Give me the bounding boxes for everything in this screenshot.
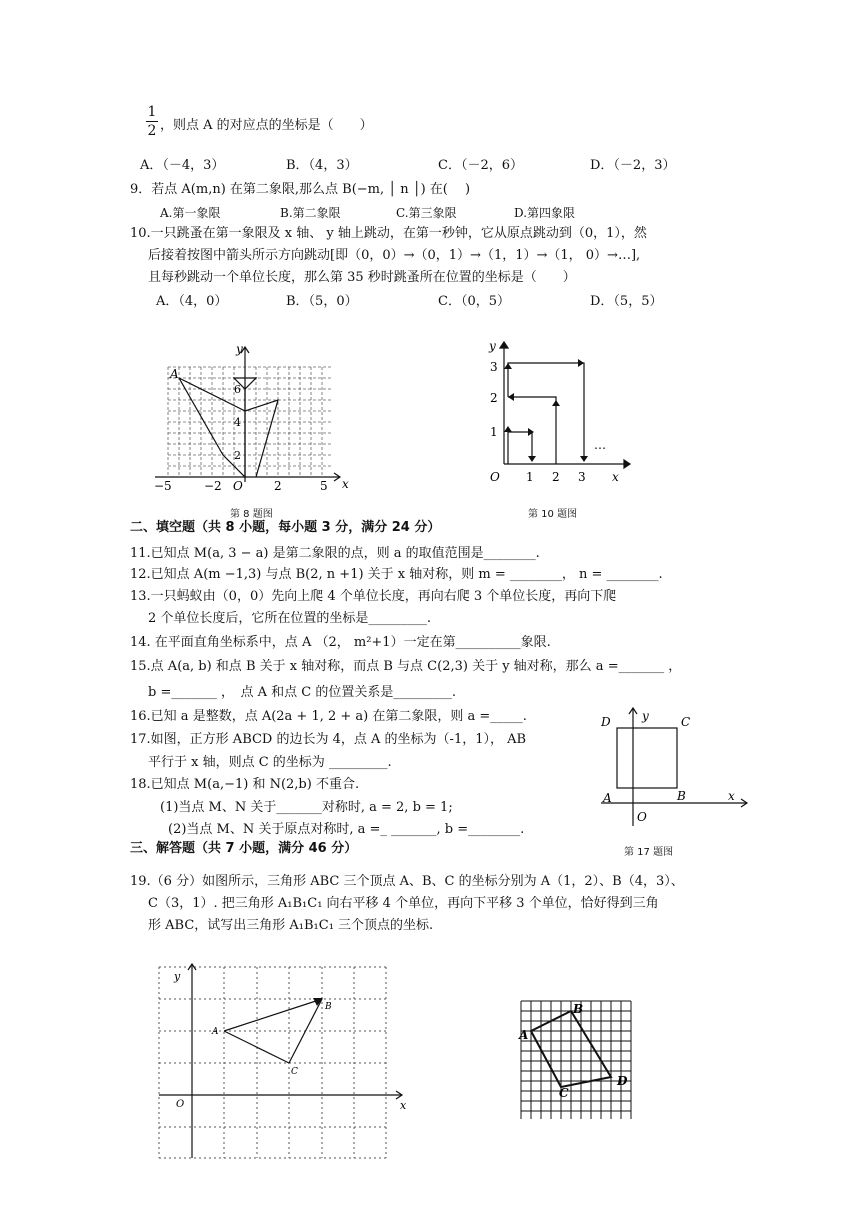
q16-line: 16.已知 a 是整数，点 A(2a + 1, 2 + a) 在第二象限，则 a =_____.	[130, 709, 527, 724]
fig8-label-4: 4	[234, 416, 241, 429]
fraction-bar	[146, 121, 158, 122]
q10-option-d: D．（5，5）	[590, 294, 663, 309]
figure-17	[597, 704, 757, 834]
q9-option-c: C.第三象限	[396, 206, 457, 220]
q9-option-d: D.第四象限	[514, 206, 576, 220]
fig10-xtick-3: 3	[578, 470, 586, 484]
fig10-xtick-2: 2	[552, 470, 560, 484]
fig8-xtick-minus5: −5	[154, 479, 172, 493]
fig10-label-x: x	[612, 470, 619, 484]
fraction-denominator: 2	[147, 123, 157, 139]
fraction-numerator: 1	[147, 104, 157, 120]
q10-option-b: B．（5，0）	[286, 294, 358, 309]
q8-option-a: A．（－4，3）	[140, 158, 225, 173]
fig10-ytick-1: 1	[490, 425, 498, 439]
fig19-label-y: y	[174, 970, 181, 983]
fig8-label-6: 6	[234, 383, 241, 396]
fig20-label-A: A	[519, 1028, 529, 1042]
fig20-label-C: C	[559, 1086, 569, 1100]
figure-19-grid	[159, 967, 386, 1158]
fig19-label-x: x	[400, 1099, 407, 1112]
fig19-label-B: B	[325, 1002, 332, 1012]
figure-17-caption: 第 17 题图	[624, 847, 674, 858]
fig17-label-D: D	[601, 715, 611, 729]
fig8-xtick-2: 2	[274, 479, 282, 493]
q10-line-3: 且每秒跳动一个单位长度，那么第 35 秒时跳蚤所在位置的坐标是（ ）	[148, 270, 576, 285]
q10-line-1: 10.一只跳蚤在第一象限及 x 轴、 y 轴上跳动，在第一秒钟，它从原点跳动到（0，1），然	[130, 226, 647, 241]
q17-line-2: 平行于 x 轴，则点 C 的坐标为 _________.	[148, 755, 392, 770]
q18-line-1: 18.已知点 M(a,−1) 和 N(2,b) 不重合.	[130, 777, 360, 792]
fig19-label-A: A	[212, 1027, 219, 1037]
figure-20	[515, 999, 635, 1124]
q10-line-2: 后接着按图中箭头所示方向跳动[即（0，0）→（0，1）→（1，1）→（1， 0）→…],	[148, 248, 641, 263]
fig8-label-A: A	[170, 367, 179, 381]
q9-option-b: B.第二象限	[280, 206, 341, 220]
q12-line: 12.已知点 A(m −1,3) 与点 B(2, n +1) 关于 x 轴对称，则 m = ________， n = ________.	[130, 567, 663, 582]
q14-line: 14. 在平面直角坐标系中，点 A （2， m²+1）一定在第__________象限.	[130, 635, 551, 650]
fig19-label-O: O	[176, 1099, 185, 1110]
figure-8-axes	[155, 347, 340, 482]
q18-line-2: (1)当点 M、N 关于_______对称时, a = 2, b = 1;	[160, 800, 453, 815]
figure-10-path	[508, 363, 584, 464]
figure-19-triangle	[224, 999, 322, 1063]
fig10-ytick-2: 2	[490, 391, 498, 405]
fig10-label-y: y	[489, 339, 496, 353]
q8-option-b: B．（4，3）	[286, 158, 358, 173]
q13-line-1: 13.一只蚂蚁由（0，0）先向上爬 4 个单位长度，再向右爬 3 个单位长度，再向下爬	[130, 589, 617, 604]
q8-option-d: D．（－2，3）	[590, 158, 676, 173]
fig10-xtick-1: 1	[526, 470, 534, 484]
q18-line-3: (2)当点 M、N 关于原点对称时, a =_ _______, b =________.	[168, 822, 525, 837]
fig17-label-y: y	[642, 709, 649, 723]
figure-19-axes	[159, 964, 402, 1158]
q11-line: 11.已知点 M(a, 3 − a) 是第二象限的点，则 a 的取值范围是________.	[130, 546, 540, 561]
figure-10	[484, 336, 634, 486]
figure-10-caption: 第 10 题图	[528, 509, 578, 520]
q8-stem-tail: ，则点 A 的对应点的坐标是（ ）	[160, 118, 373, 133]
fig19-label-C: C	[291, 1067, 298, 1077]
section-2-heading: 二、填空题（共 8 小题，每小题 3 分，满分 24 分）	[130, 520, 441, 535]
fig8-label-x: x	[342, 477, 349, 491]
fig17-label-x: x	[728, 789, 735, 803]
fig8-label-O: O	[233, 479, 243, 493]
fig17-label-C: C	[681, 715, 691, 729]
q10-option-c: C．（0，5）	[438, 294, 510, 309]
figure-19	[152, 962, 412, 1162]
figure-8-shape	[179, 378, 278, 477]
q9-option-a: A.第一象限	[160, 206, 221, 220]
q13-line-2: 2 个单位长度后，它所在位置的坐标是_________.	[148, 611, 432, 626]
q8-option-c: C．（－2，6）	[438, 158, 523, 173]
fig8-label-2: 2	[234, 449, 241, 462]
q15-line-2: b =_______ ， 点 A 和点 C 的位置关系是_________.	[148, 685, 456, 700]
fig17-label-B: B	[677, 789, 686, 803]
q9-stem: 9．若点 A(m,n) 在第二象限,那么点 B(−m, │ n │) 在( )	[130, 182, 471, 197]
figure-17-axes	[601, 708, 747, 826]
half-fraction	[146, 104, 158, 139]
section-3-heading: 三、解答题（共 7 小题，满分 46 分）	[130, 841, 358, 856]
fig17-label-O: O	[637, 810, 647, 824]
figure-17-square	[617, 728, 677, 788]
q19-line-3: 形 ABC，试写出三角形 A₁B₁C₁ 三个顶点的坐标.	[148, 918, 434, 933]
figure-8	[150, 342, 350, 493]
fig20-label-D: D	[617, 1074, 628, 1088]
fig10-dots: …	[594, 438, 606, 452]
fig8-xtick-minus2: −2	[204, 479, 222, 493]
fig8-xtick-5: 5	[320, 479, 328, 493]
fig8-label-y: y	[236, 342, 243, 356]
fig10-label-O: O	[490, 470, 500, 484]
figure-8-caption: 第 8 题图	[230, 509, 273, 520]
q15-line-1: 15.点 A(a, b) 和点 B 关于 x 轴对称，而点 B 与点 C(2,3) 关于 y 轴对称，那么 a =_______ ，	[130, 659, 682, 674]
fig20-label-B: B	[573, 1002, 584, 1016]
q17-line-1: 17.如图，正方形 ABCD 的边长为 4，点 A 的坐标为（-1，1）， AB	[130, 732, 527, 747]
figure-10-axes	[500, 342, 630, 468]
q19-line-1: 19.（6 分）如图所示，三角形 ABC 三个顶点 A、B、C 的坐标分别为 A（1，2）、B（4，3）、	[130, 874, 684, 889]
q19-line-2: C（3，1）. 把三角形 A₁B₁C₁ 向右平移 4 个单位，再向下平移 3 个单位，恰好得到三角	[148, 896, 659, 911]
q10-option-a: A．（4，0）	[156, 294, 228, 309]
fig10-ytick-3: 3	[490, 360, 498, 374]
fig17-label-A: A	[603, 791, 612, 805]
figure-10-arrowheads	[504, 359, 588, 462]
